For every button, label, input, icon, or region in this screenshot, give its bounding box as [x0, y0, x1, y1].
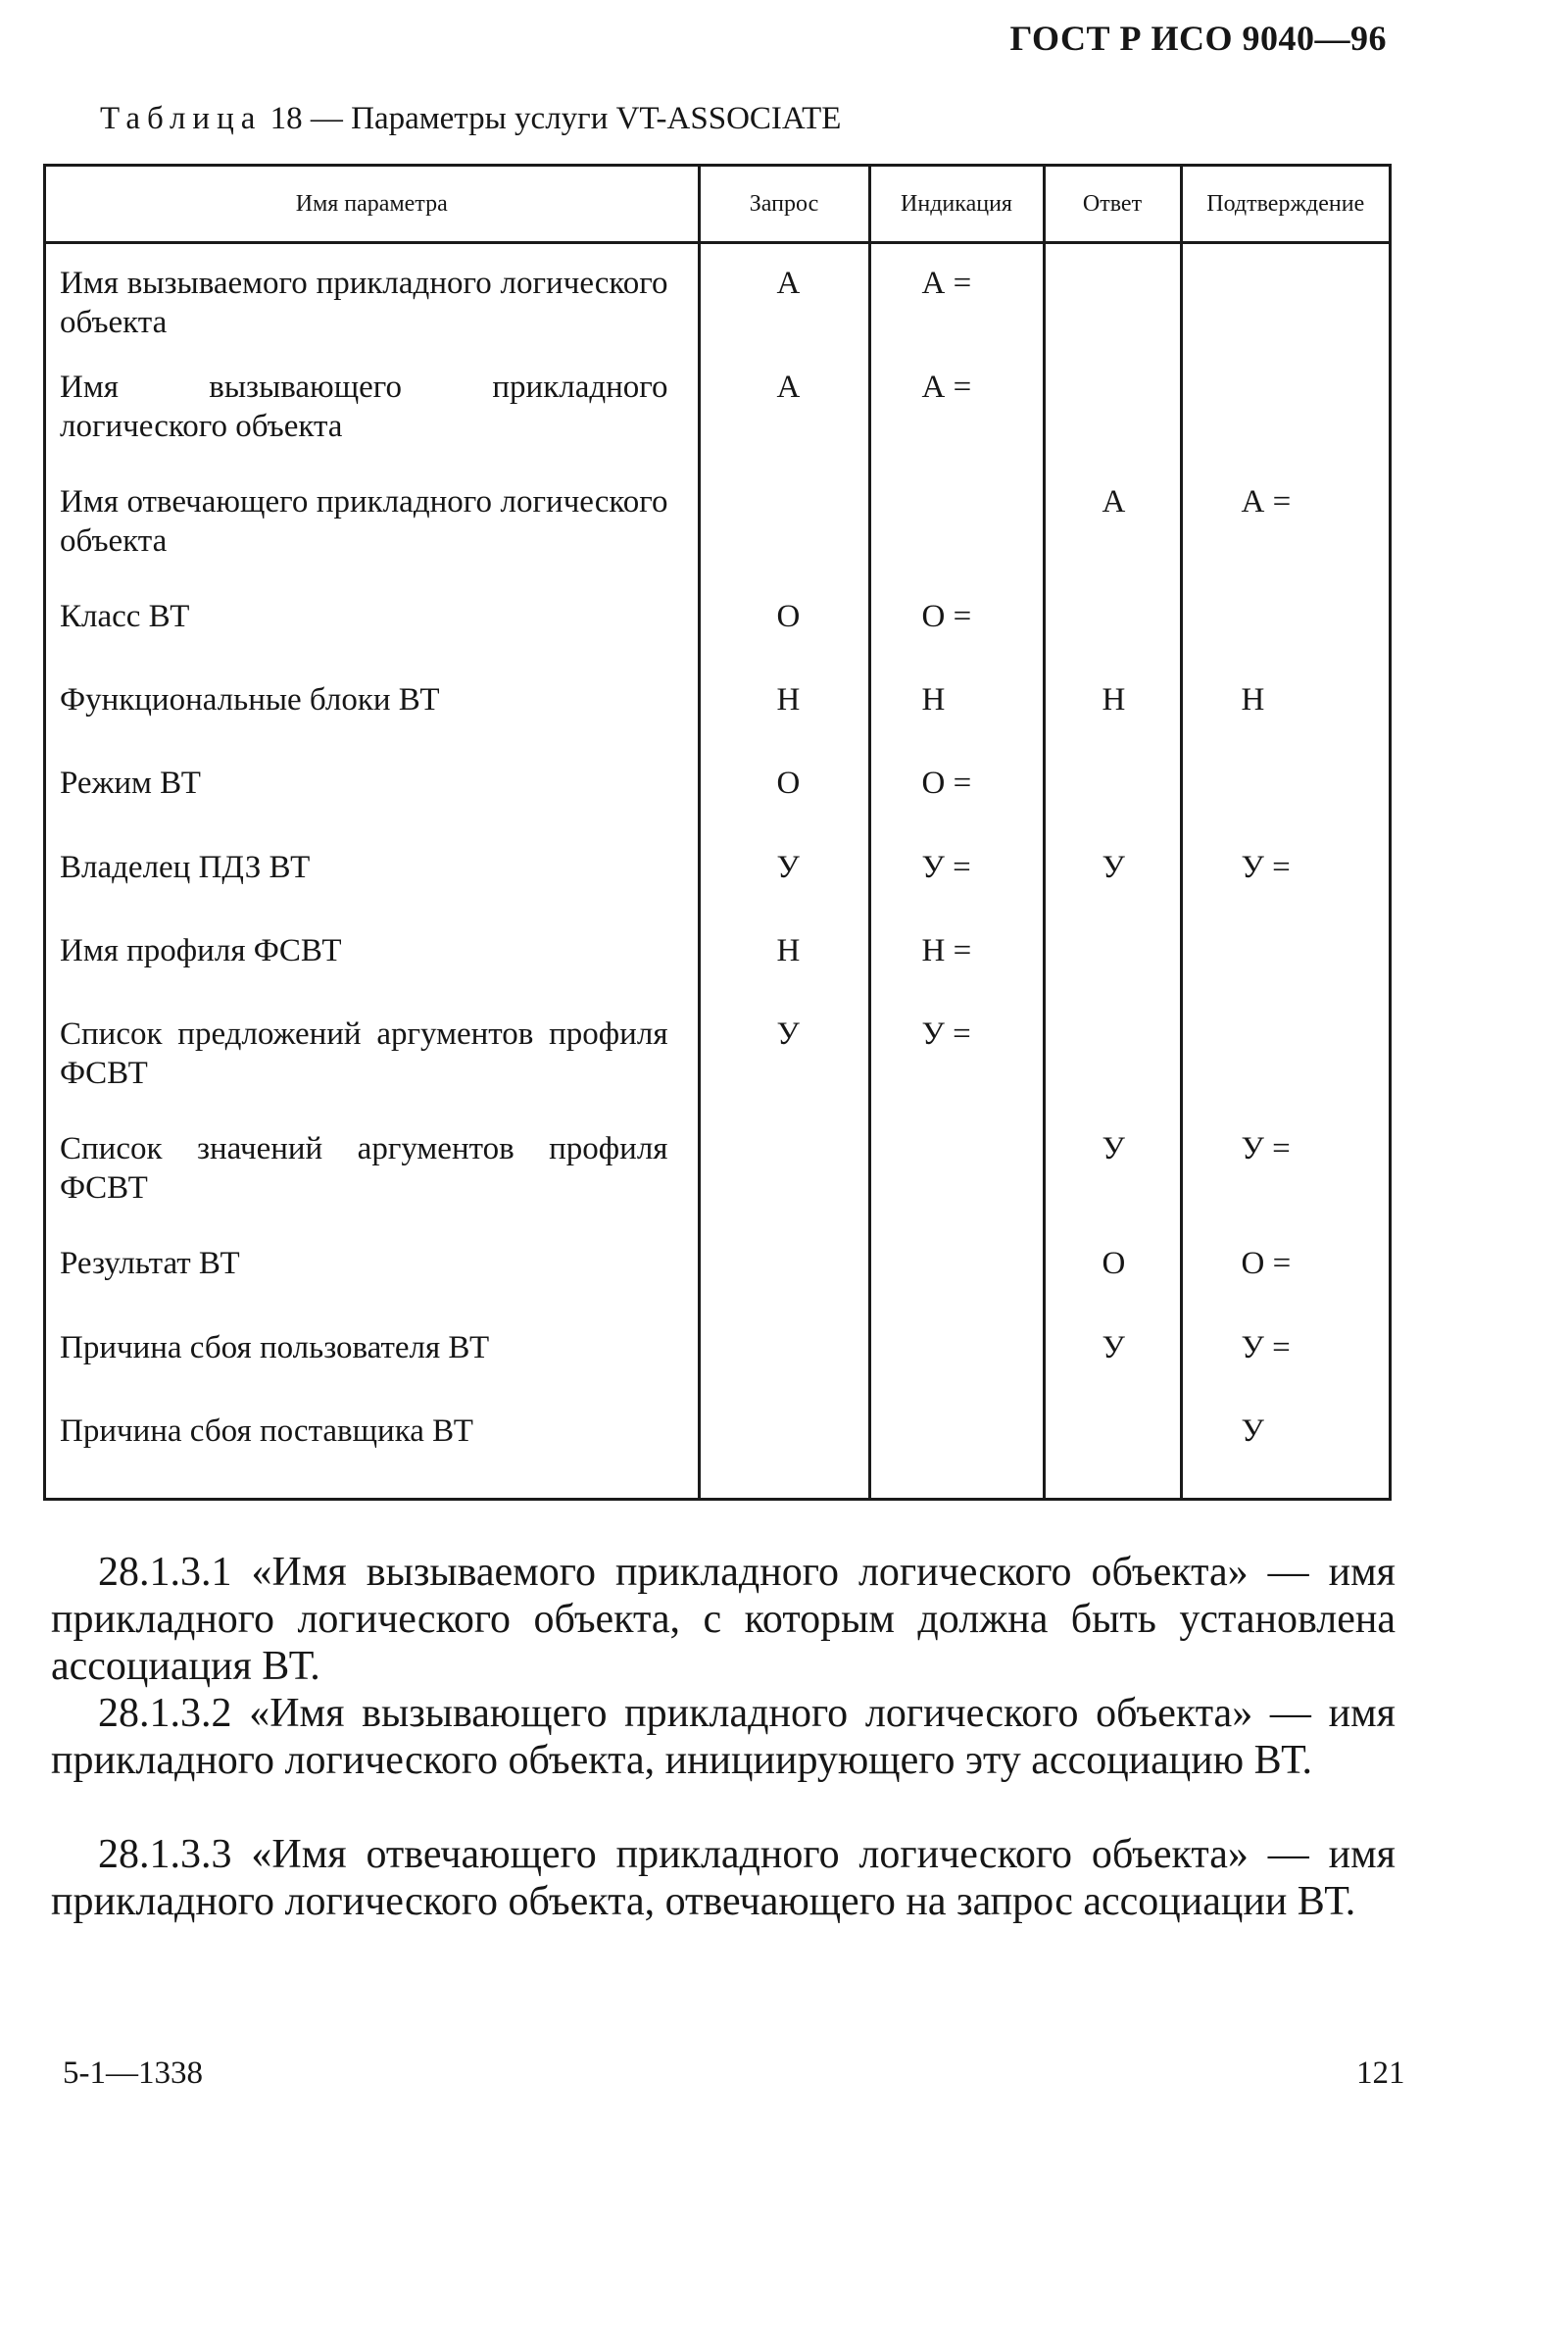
table-row	[46, 1005, 1389, 1119]
table-row	[46, 1318, 1389, 1402]
header-indication: Индикация	[869, 167, 1044, 243]
cell-name: Класс ВТ	[46, 587, 699, 670]
cell-request-value: А	[776, 266, 801, 301]
table-caption-number: 18	[270, 101, 303, 136]
cell-request	[699, 243, 869, 358]
cell-indication	[869, 587, 1044, 670]
table-row	[46, 1119, 1389, 1234]
cell-response	[1044, 921, 1181, 1005]
cell-indication-value: А =	[921, 266, 972, 301]
cell-confirm-value: У =	[1241, 1329, 1291, 1365]
cell-response	[1044, 472, 1181, 587]
cell-name: Имя профиля ФСВТ	[46, 921, 699, 1005]
cell-confirm	[1181, 670, 1389, 754]
cell-response	[1044, 587, 1181, 670]
cell-indication-value: Н	[921, 682, 946, 718]
cell-request	[699, 587, 869, 670]
parameters-table	[43, 164, 1392, 1501]
cell-indication	[869, 1119, 1044, 1234]
paragraph-text: 28.1.3.1 «Имя вызываемого прикладного логического объекта» — имя прикладного логического объекта, с которым должна быть установлена ассоциация ВТ.	[51, 1550, 1396, 1689]
cell-name: Результат ВТ	[46, 1234, 699, 1317]
cell-indication-value: У =	[921, 1016, 971, 1053]
cell-request	[699, 1005, 869, 1119]
cell-confirm-value: А =	[1241, 483, 1292, 520]
table-caption-label: Таблица	[100, 101, 263, 136]
cell-request	[699, 1402, 869, 1498]
table-caption-dash: —	[310, 101, 343, 136]
cell-name: Имя отвечающего прикладного логического объекта	[46, 472, 699, 587]
cell-indication	[869, 754, 1044, 837]
cell-indication	[869, 243, 1044, 358]
cell-indication	[869, 1234, 1044, 1317]
paragraph-text: 28.1.3.2 «Имя вызывающего прикладного логического объекта» — имя прикладного логического объекта, инициирующего эту ассоциацию ВТ.	[51, 1691, 1396, 1783]
cell-confirm	[1181, 243, 1389, 358]
cell-name: Причина сбоя пользователя ВТ	[46, 1318, 699, 1402]
header-confirm: Подтверждение	[1181, 167, 1389, 243]
cell-response	[1044, 1234, 1181, 1317]
cell-request	[699, 921, 869, 1005]
cell-response	[1044, 1402, 1181, 1498]
cell-request-value: А	[776, 369, 801, 405]
table-row	[46, 754, 1389, 837]
cell-response-value: У	[1102, 849, 1125, 885]
paragraph-text: 28.1.3.3 «Имя отвечающего прикладного логического объекта» — имя прикладного логического объекта, отвечающего на запрос ассоциации ВТ.	[51, 1832, 1396, 1924]
cell-confirm	[1181, 1234, 1389, 1317]
cell-response	[1044, 1005, 1181, 1119]
cell-request	[699, 1234, 869, 1317]
cell-indication	[869, 1005, 1044, 1119]
cell-response	[1044, 358, 1181, 472]
paragraph-28-1-3-2	[51, 1690, 1396, 1784]
cell-response-value: У	[1102, 1329, 1125, 1365]
cell-confirm	[1181, 1119, 1389, 1234]
header-response: Ответ	[1044, 167, 1181, 243]
print-code: 5-1—1338	[63, 2056, 203, 2091]
cell-confirm-value: О =	[1241, 1246, 1292, 1282]
cell-request	[699, 1119, 869, 1234]
cell-confirm	[1181, 1318, 1389, 1402]
cell-indication-value: О =	[921, 599, 972, 635]
cell-request-value: Н	[776, 682, 801, 718]
table-caption-text: Параметры услуги VT-ASSOCIATE	[351, 101, 842, 136]
document-header: ГОСТ Р ИСО 9040—96	[1009, 19, 1387, 58]
table-row	[46, 921, 1389, 1005]
cell-confirm	[1181, 358, 1389, 472]
cell-confirm-value: Н	[1241, 682, 1265, 718]
cell-confirm-value: У	[1241, 1412, 1264, 1449]
cell-indication	[869, 838, 1044, 921]
cell-request	[699, 670, 869, 754]
cell-request-value: У	[776, 849, 800, 885]
cell-indication-value: О =	[921, 766, 972, 802]
cell-indication	[869, 358, 1044, 472]
table-row	[46, 670, 1389, 754]
cell-indication-value: А =	[921, 369, 972, 405]
cell-request-value: Н	[776, 932, 801, 968]
cell-confirm-value: У =	[1241, 1131, 1291, 1167]
cell-name: Причина сбоя поставщика ВТ	[46, 1402, 699, 1498]
cell-confirm	[1181, 838, 1389, 921]
cell-indication	[869, 472, 1044, 587]
header-request: Запрос	[699, 167, 869, 243]
cell-indication	[869, 1402, 1044, 1498]
cell-response-value: О	[1102, 1246, 1126, 1282]
cell-response-value: Н	[1102, 682, 1126, 718]
cell-confirm	[1181, 754, 1389, 837]
table-row	[46, 1402, 1389, 1498]
cell-confirm	[1181, 587, 1389, 670]
cell-name: Владелец ПДЗ ВТ	[46, 838, 699, 921]
cell-indication	[869, 921, 1044, 1005]
cell-response	[1044, 754, 1181, 837]
cell-indication-value: Н =	[921, 932, 972, 968]
table-row	[46, 1234, 1389, 1317]
table-row	[46, 358, 1389, 472]
cell-confirm	[1181, 1402, 1389, 1498]
cell-name: Режим ВТ	[46, 754, 699, 837]
cell-request	[699, 358, 869, 472]
cell-indication	[869, 1318, 1044, 1402]
cell-request-value: У	[776, 1016, 800, 1053]
cell-name: Функциональные блоки ВТ	[46, 670, 699, 754]
table-row	[46, 587, 1389, 670]
table-row	[46, 838, 1389, 921]
cell-request-value: О	[776, 766, 801, 802]
cell-confirm-value: У =	[1241, 849, 1291, 885]
cell-response	[1044, 1318, 1181, 1402]
table-caption	[100, 101, 841, 137]
cell-name: Имя вызывающего прикладного логического объекта	[46, 358, 699, 472]
cell-confirm	[1181, 472, 1389, 587]
cell-indication-value: У =	[921, 849, 971, 885]
cell-response-value: У	[1102, 1131, 1125, 1167]
cell-name: Список значений аргументов профиля ФСВТ	[46, 1119, 699, 1234]
cell-request	[699, 472, 869, 587]
cell-name: Имя вызываемого прикладного логического объекта	[46, 243, 699, 358]
cell-response	[1044, 838, 1181, 921]
cell-request-value: О	[776, 599, 801, 635]
cell-confirm	[1181, 1005, 1389, 1119]
cell-indication	[869, 670, 1044, 754]
table-header-row	[46, 167, 1389, 243]
paragraph-28-1-3-1	[51, 1549, 1396, 1690]
cell-request	[699, 838, 869, 921]
table-row	[46, 243, 1389, 358]
header-parameter-name: Имя параметра	[46, 167, 699, 243]
cell-request	[699, 1318, 869, 1402]
cell-response	[1044, 670, 1181, 754]
paragraph-28-1-3-3	[51, 1831, 1396, 1925]
cell-confirm	[1181, 921, 1389, 1005]
cell-name: Список предложений аргументов профиля ФСВТ	[46, 1005, 699, 1119]
page-number: 121	[1356, 2056, 1405, 2091]
cell-response-value: А	[1102, 483, 1126, 520]
cell-response	[1044, 1119, 1181, 1234]
cell-response	[1044, 243, 1181, 358]
cell-request	[699, 754, 869, 837]
table-row	[46, 472, 1389, 587]
